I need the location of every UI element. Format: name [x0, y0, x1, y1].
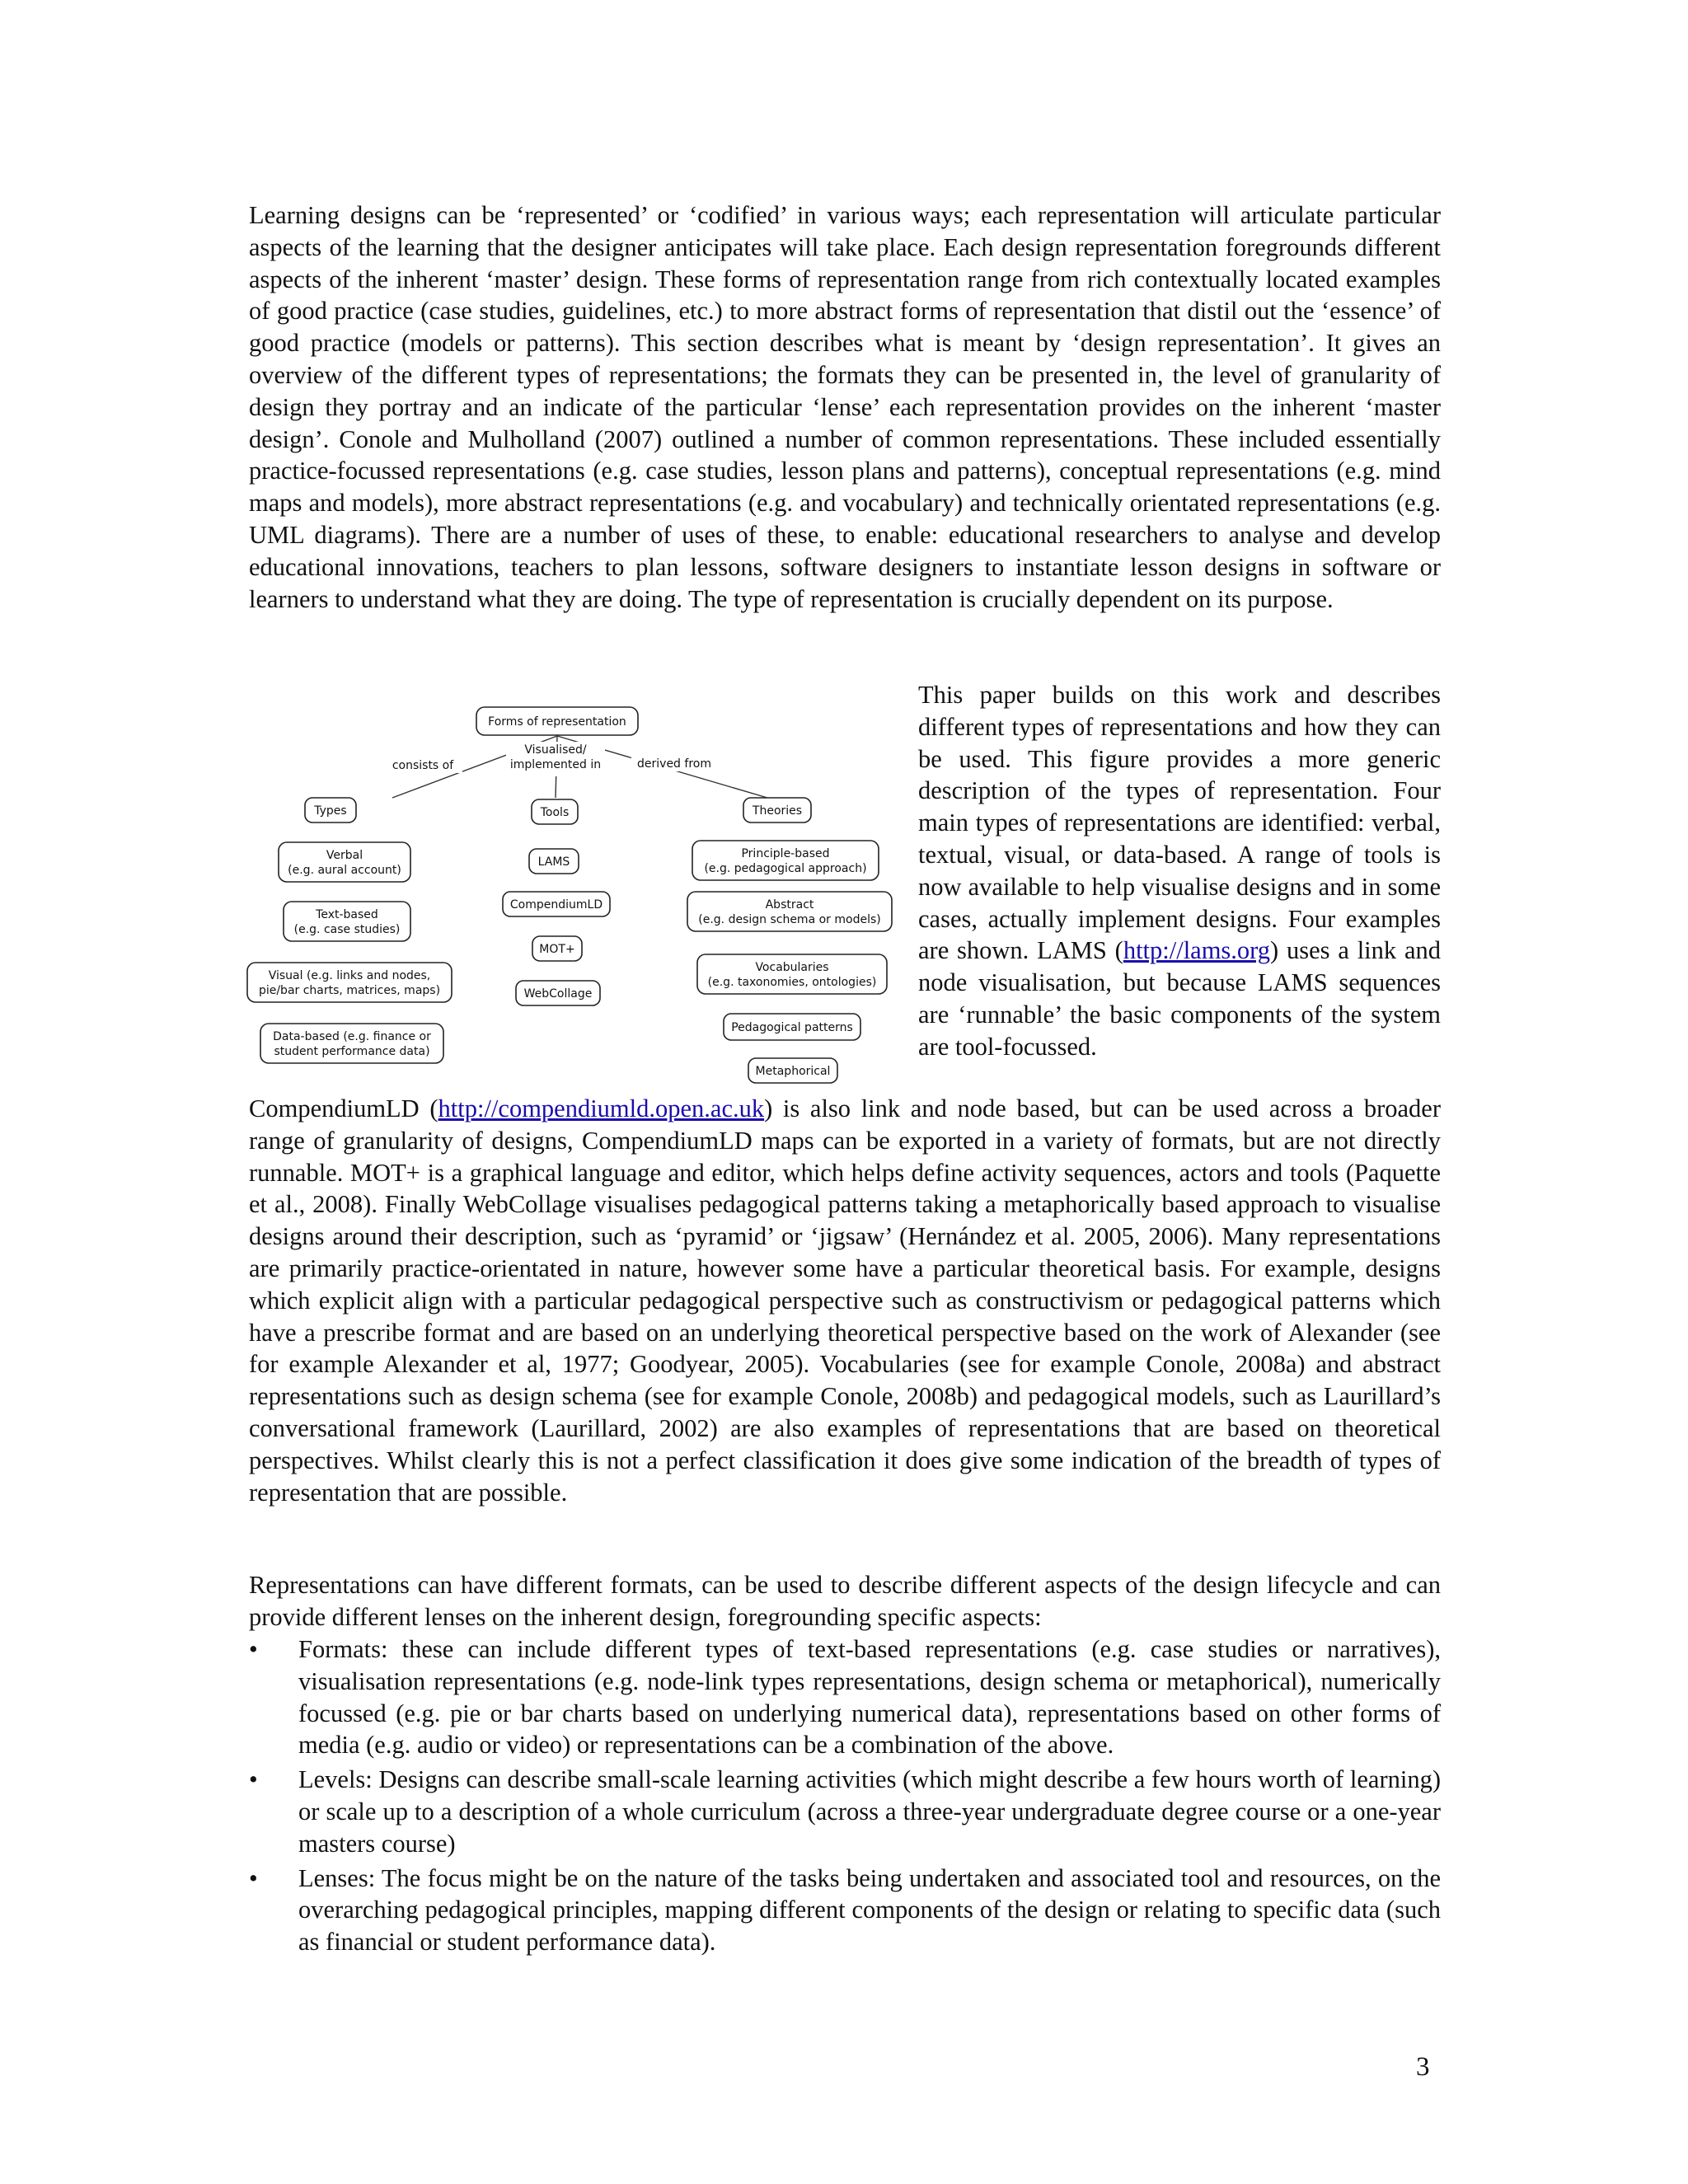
node-compendiumld [503, 892, 610, 916]
node-metaphorical [748, 1058, 837, 1083]
node-tools [532, 799, 578, 824]
svg-text:WebCollage: WebCollage [523, 987, 593, 1001]
node-types [305, 798, 356, 823]
svg-text:Metaphorical: Metaphorical [755, 1065, 831, 1078]
svg-text:student performance data): student performance data) [274, 1045, 430, 1058]
list-item [249, 1764, 1441, 1859]
node-theories [743, 798, 811, 823]
concept-map-diagram [244, 701, 895, 1096]
svg-text:(e.g. case studies): (e.g. case studies) [293, 923, 401, 936]
list-item [249, 1863, 1441, 1958]
bullet-text-formats: Formats: these can include different types of text-based representations (e.g. case studies or narratives), visualisation representations (e.g. node-link types representations, design schema or metaphorical), numerically focussed (e.g. pie or bar charts based on underlying numerical data), representations based on other forms of media (e.g. audio or video) or representations can be a combination of the above. [298, 1635, 1441, 1760]
continuation-paragraph [249, 1093, 1441, 1508]
svg-text:Visual (e.g. links and nodes,: Visual (e.g. links and nodes, [268, 969, 431, 982]
svg-text:CompendiumLD: CompendiumLD [509, 898, 603, 912]
edge-label-implemented-in: implemented in [509, 758, 602, 771]
svg-text:Principle-based: Principle-based [741, 847, 830, 860]
paragraph-3-text: Representations can have different formats, can be used to describe different aspects of the design lifecycle and can provide different lenses on the inherent design, foregrounding specific aspects: [249, 1571, 1441, 1631]
svg-text:Vocabularies: Vocabularies [755, 961, 829, 974]
node-webcollage [516, 981, 600, 1005]
svg-text:Theories: Theories [752, 804, 803, 818]
paragraph-representations [249, 1569, 1441, 1633]
side-paragraph [918, 679, 1441, 1063]
paragraph-continuation [249, 1093, 1441, 1508]
svg-text:LAMS: LAMS [537, 855, 570, 869]
paragraph-1-text: Learning designs can be ‘represented’ or ‘codified’ in various ways; each representation will articulate particular aspects of the learning that the designer anticipates will take place. Each design representation foregrounds different aspects of the inherent ‘master’ design. These forms of representation range from rich contextually located examples of good practice (case studies, guidelines, etc.) to more abstract forms of representation that distil out the ‘essence’ of good practice (models or patterns). This section describes what is meant by ‘design representation’. It gives an overview of the different types of representations; the formats they can be presented in, the level of granularity of design they portray and an indicate of the particular ‘lense’ each representation provides on the inherent ‘master design’. Conole and Mulholland (2007) outlined a number of common representations. These included essentially practice-focussed representations (e.g. case studies, lesson plans and patterns), conceptual representations (e.g. mind maps and models), more abstract representations (e.g. and vocabulary) and technically orientated representations (e.g. UML diagrams). There are a number of uses of these, to enable: educational researchers to analyse and develop educational innovations, teachers to plan lessons, software designers to instantiate lesson designs in software or learners to understand what they are doing. The type of representation is crucially dependent on its purpose. [249, 201, 1441, 613]
svg-text:Types: Types [314, 804, 347, 818]
edge-label-visualised: Visualised/ [524, 743, 587, 757]
side-text-part2: ) uses a link and node visualisation, but because LAMS sequences are ‘runnable’ the basic components of the system are tool-focussed. [918, 936, 1441, 1061]
node-mot-plus [532, 936, 582, 961]
side-text-part1: This paper builds on this work and describes different types of representations and how they can be used. This figure provides a more generic description of the types of representation. Four main types of representations are identified: verbal, textual, visual, or data-based. A range of tools is now available to help visualise designs and in some cases, actually implement designs. Four examples are shown. LAMS ( [918, 681, 1441, 965]
bullet-text-levels: Levels: Designs can describe small-scale learning activities (which might describe a few hours worth of learning) or scale up to a description of a whole curriculum (across a three-year undergraduate degree course or a one-year masters course) [298, 1765, 1441, 1858]
svg-text:(e.g. aural account): (e.g. aural account) [288, 864, 401, 877]
list-item [249, 1633, 1441, 1761]
svg-text:MOT+: MOT+ [539, 943, 575, 956]
node-data-based [260, 1024, 443, 1063]
paragraph-intro [249, 199, 1441, 615]
svg-text:pie/bar charts, matrices, maps: pie/bar charts, matrices, maps) [258, 984, 441, 997]
node-vocabularies [697, 954, 887, 994]
node-visual [247, 963, 452, 1002]
svg-text:(e.g. pedagogical approach): (e.g. pedagogical approach) [704, 862, 867, 875]
node-principle-based [692, 841, 879, 880]
svg-text:Tools: Tools [540, 806, 570, 819]
node-forms-of-representation [476, 707, 638, 735]
bullet-icon: • [249, 1863, 258, 1892]
node-abstract [687, 892, 892, 931]
svg-text:Abstract: Abstract [765, 898, 814, 912]
bullet-icon: • [249, 1765, 258, 1794]
bullet-list [249, 1633, 1441, 1961]
bullet-text-lenses: Lenses: The focus might be on the nature of the tasks being undertaken and associated tool and resources, on the overarching pedagogical principles, mapping different components of the design or relating to specific data (such as financial or student performance data). [298, 1863, 1441, 1957]
svg-text:Forms of representation: Forms of representation [488, 715, 626, 729]
continuation-part2: ) is also link and node based, but can be used across a broader range of granularity of designs, CompendiumLD maps can be exported in a variety of formats, but are not directly runnable. MOT+ is a graphical language and editor, which helps define activity sequences, actors and tools (Paquette et al., 2008). Finally WebCollage visualises pedagogical patterns taking a metaphorically based approach to visualise designs around their description, such as ‘pyramid’ or ‘jigsaw’ (Hernández et al. 2005, 2006). Many representations are primarily practice-orientated in nature, however some have a particular theoretical basis. For example, designs which explicit align with a particular pedagogical perspective such as constructivism or pedagogical patterns which have a prescribe format and are based on an underlying theoretical perspective based on the work of Alexander (see for example Alexander et al, 1977; Goodyear, 2005). Vocabularies (see for example Conole, 2008a) and abstract representations such as design schema (see for example Conole, 2008b) and pedagogical models, such as Laurillard’s conversational framework (Laurillard, 2002) are also examples of representations that are based on theoretical perspectives. Whilst clearly this is not a perfect classification it does give some indication of the breadth of types of representation that are possible. [249, 1094, 1441, 1507]
edge-label-consists-of: consists of [392, 759, 454, 772]
svg-text:Verbal: Verbal [326, 849, 363, 862]
lams-link[interactable]: http://lams.org [1123, 936, 1271, 965]
svg-text:(e.g. taxonomies, ontologies): (e.g. taxonomies, ontologies) [707, 976, 877, 989]
compendiumld-link[interactable]: http://compendiumld.open.ac.uk [438, 1094, 765, 1122]
svg-text:Text-based: Text-based [316, 908, 378, 921]
svg-text:(e.g. design schema or models): (e.g. design schema or models) [698, 913, 881, 926]
bullet-icon: • [249, 1635, 258, 1663]
page-number: 3 [1416, 2052, 1430, 2082]
node-text-based [284, 902, 410, 941]
svg-text:Data-based (e.g. finance or: Data-based (e.g. finance or [273, 1030, 431, 1043]
node-pedagogical-patterns [724, 1014, 860, 1040]
edge-label-derived-from: derived from [637, 757, 711, 771]
forms-of-representation-figure [244, 701, 895, 1096]
svg-text:Pedagogical patterns: Pedagogical patterns [731, 1021, 853, 1034]
node-verbal [279, 842, 410, 882]
continuation-part1: CompendiumLD ( [249, 1094, 438, 1122]
figure-side-text [918, 679, 1441, 1063]
node-lams [529, 849, 579, 874]
